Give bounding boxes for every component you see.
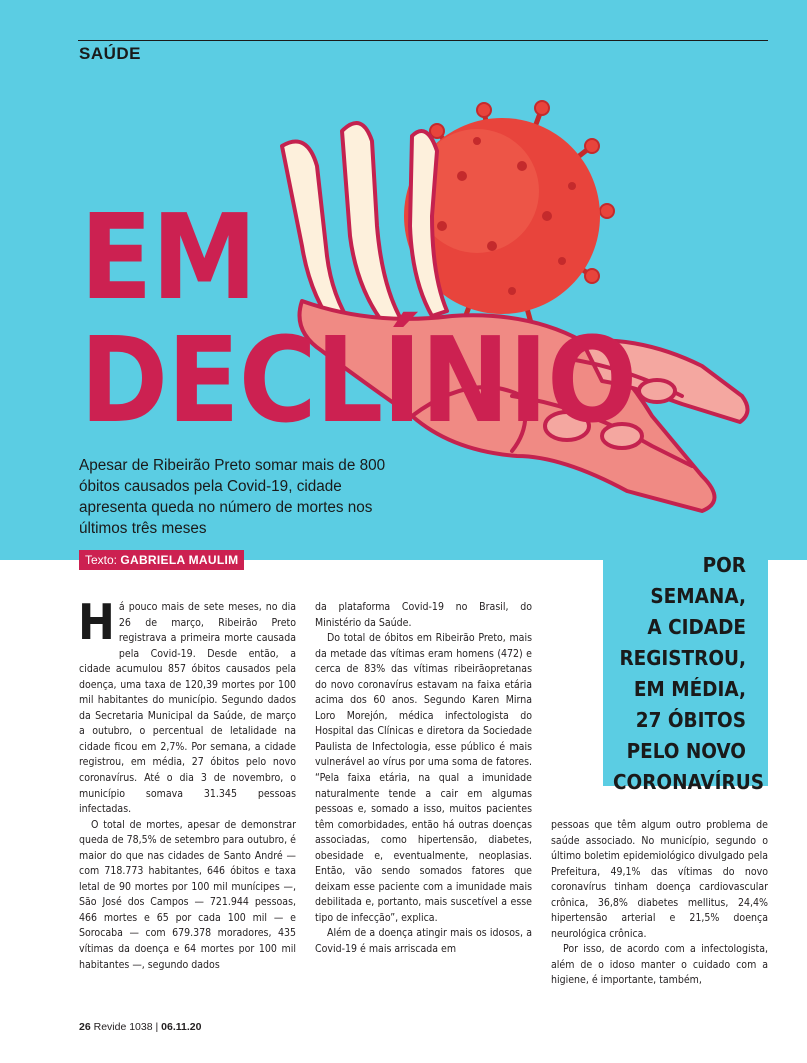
article-paragraph: O total de mortes, apesar de demonstrar queda de 78,5% de setembro para outubro, é maior do que nas cidades de Santo André — com 718.773 habitantes, 646 óbitos e taxa letal de 90 mortes por 100 mil munícipes —, São José dos Campos — 721.944 pessoas, 466 mortes e 65 por cada 100 mil — e Sorocaba — com 679.378 moradores, 435 vítimas da doença e 64 mortes por 100 mil habitantes —, segundo dados: [79, 818, 296, 971]
article-paragraph: á pouco mais de sete meses, no dia 26 de março, Ribeirão Preto registrava a primeira morte causada pela Covid-19. Desde então, a cidade acumulou 857 óbitos causados pela doença, uma taxa de 120,39 mortes por 100 mil habitantes do município. Segundo dados da Secretaria Municipal da Saúde, de março a outubro, o percentual de letalidade na cidade ficou em 2,7%. Por semana, a cidade registrou, em média, 27 óbitos pelo novo coronavírus. Até o dia 3 de novembro, o município somava 31.345 pessoas infectadas.: [79, 601, 296, 816]
drop-cap: H: [78, 594, 115, 651]
article-paragraph: Além de a doença atingir mais os idosos, a Covid-19 é mais arriscada em: [315, 927, 532, 956]
footer-separator: |: [155, 1021, 159, 1033]
standfirst: Apesar de Ribeirão Preto somar mais de 800 óbitos causados pela Covid-19, cidade apresenta queda no número de mortes nos últimos três meses: [79, 457, 386, 537]
magazine-issue: Revide 1038: [93, 1021, 153, 1033]
pull-quote-line: EM MÉDIA,: [633, 677, 746, 701]
pull-quote-line: 27 ÓBITOS: [635, 708, 746, 732]
article-paragraph: pessoas que têm algum outro problema de saúde associado. No município, segundo o último boletim epidemiológico divulgado pela Prefeitura, 49,1% das vítimas do novo coronavírus tinham doença cardiovascular crônica, 36,8% diabetes mellitus, 24,4% hipertensão arterial e 21,5% doença neurológica crônica.: [551, 819, 768, 940]
pull-quote-line: PELO NOVO: [626, 739, 746, 763]
byline: [79, 550, 244, 570]
article-paragraph: Por isso, de acordo com a infectologista, além de o idoso manter o cuidado com a higiene, é importante, também,: [551, 943, 768, 987]
headline-line-1: EM: [80, 188, 257, 326]
issue-date: 06.11.20: [161, 1021, 202, 1033]
byline-label: Texto:: [85, 553, 118, 567]
headline-line-2: DECLÍNIO: [80, 311, 637, 449]
article-column-1: [78, 594, 296, 973]
pull-quote-line: POR SEMANA,: [650, 553, 746, 608]
article-paragraph: Do total de óbitos em Ribeirão Preto, mais da metade das vítimas eram homens (472) e cerca de 83% das vítimas ribeirãopretanas do novo coronavírus estavam na faixa etária acima dos 60 anos. Segundo Karen Mirna Loro Morejón, médica infectologista do Hospital das Clínicas e diretora da Sociedade Paulista de Infectologia, esse público é mais vulnerável ao vírus por uma soma de fatores. “Pela faixa etária, na qual a imunidade naturalmente tende a cair em algumas pessoas e, somado a isso, muitos pacientes têm comorbidades, então há outras doenças associadas, como hipertensão, diabetes, obesidade e, eventualmente, neoplasias. Então, vão sendo somados fatores que deixam esse paciente com a imunidade mais debilitada e, portanto, mais suscetível a esse tipo de infecção”, explica.: [315, 632, 532, 924]
section-rule: [78, 40, 768, 41]
article-paragraph: da plataforma Covid-19 no Brasil, do Ministério da Saúde.: [315, 601, 532, 629]
pull-quote-line: CORONAVÍRUS: [613, 770, 764, 794]
pull-quote-line: REGISTROU,: [619, 646, 746, 670]
page-footer: [79, 1021, 201, 1033]
article-column-2: [315, 600, 532, 958]
section-label: SAÚDE: [79, 44, 142, 63]
pull-quote-line: A CIDADE: [647, 615, 746, 639]
headline: [80, 188, 637, 449]
byline-author: GABRIELA MAULIM: [120, 553, 239, 567]
page-number: 26: [79, 1021, 91, 1033]
article-column-3: [551, 818, 768, 989]
pull-quote: [603, 538, 768, 794]
